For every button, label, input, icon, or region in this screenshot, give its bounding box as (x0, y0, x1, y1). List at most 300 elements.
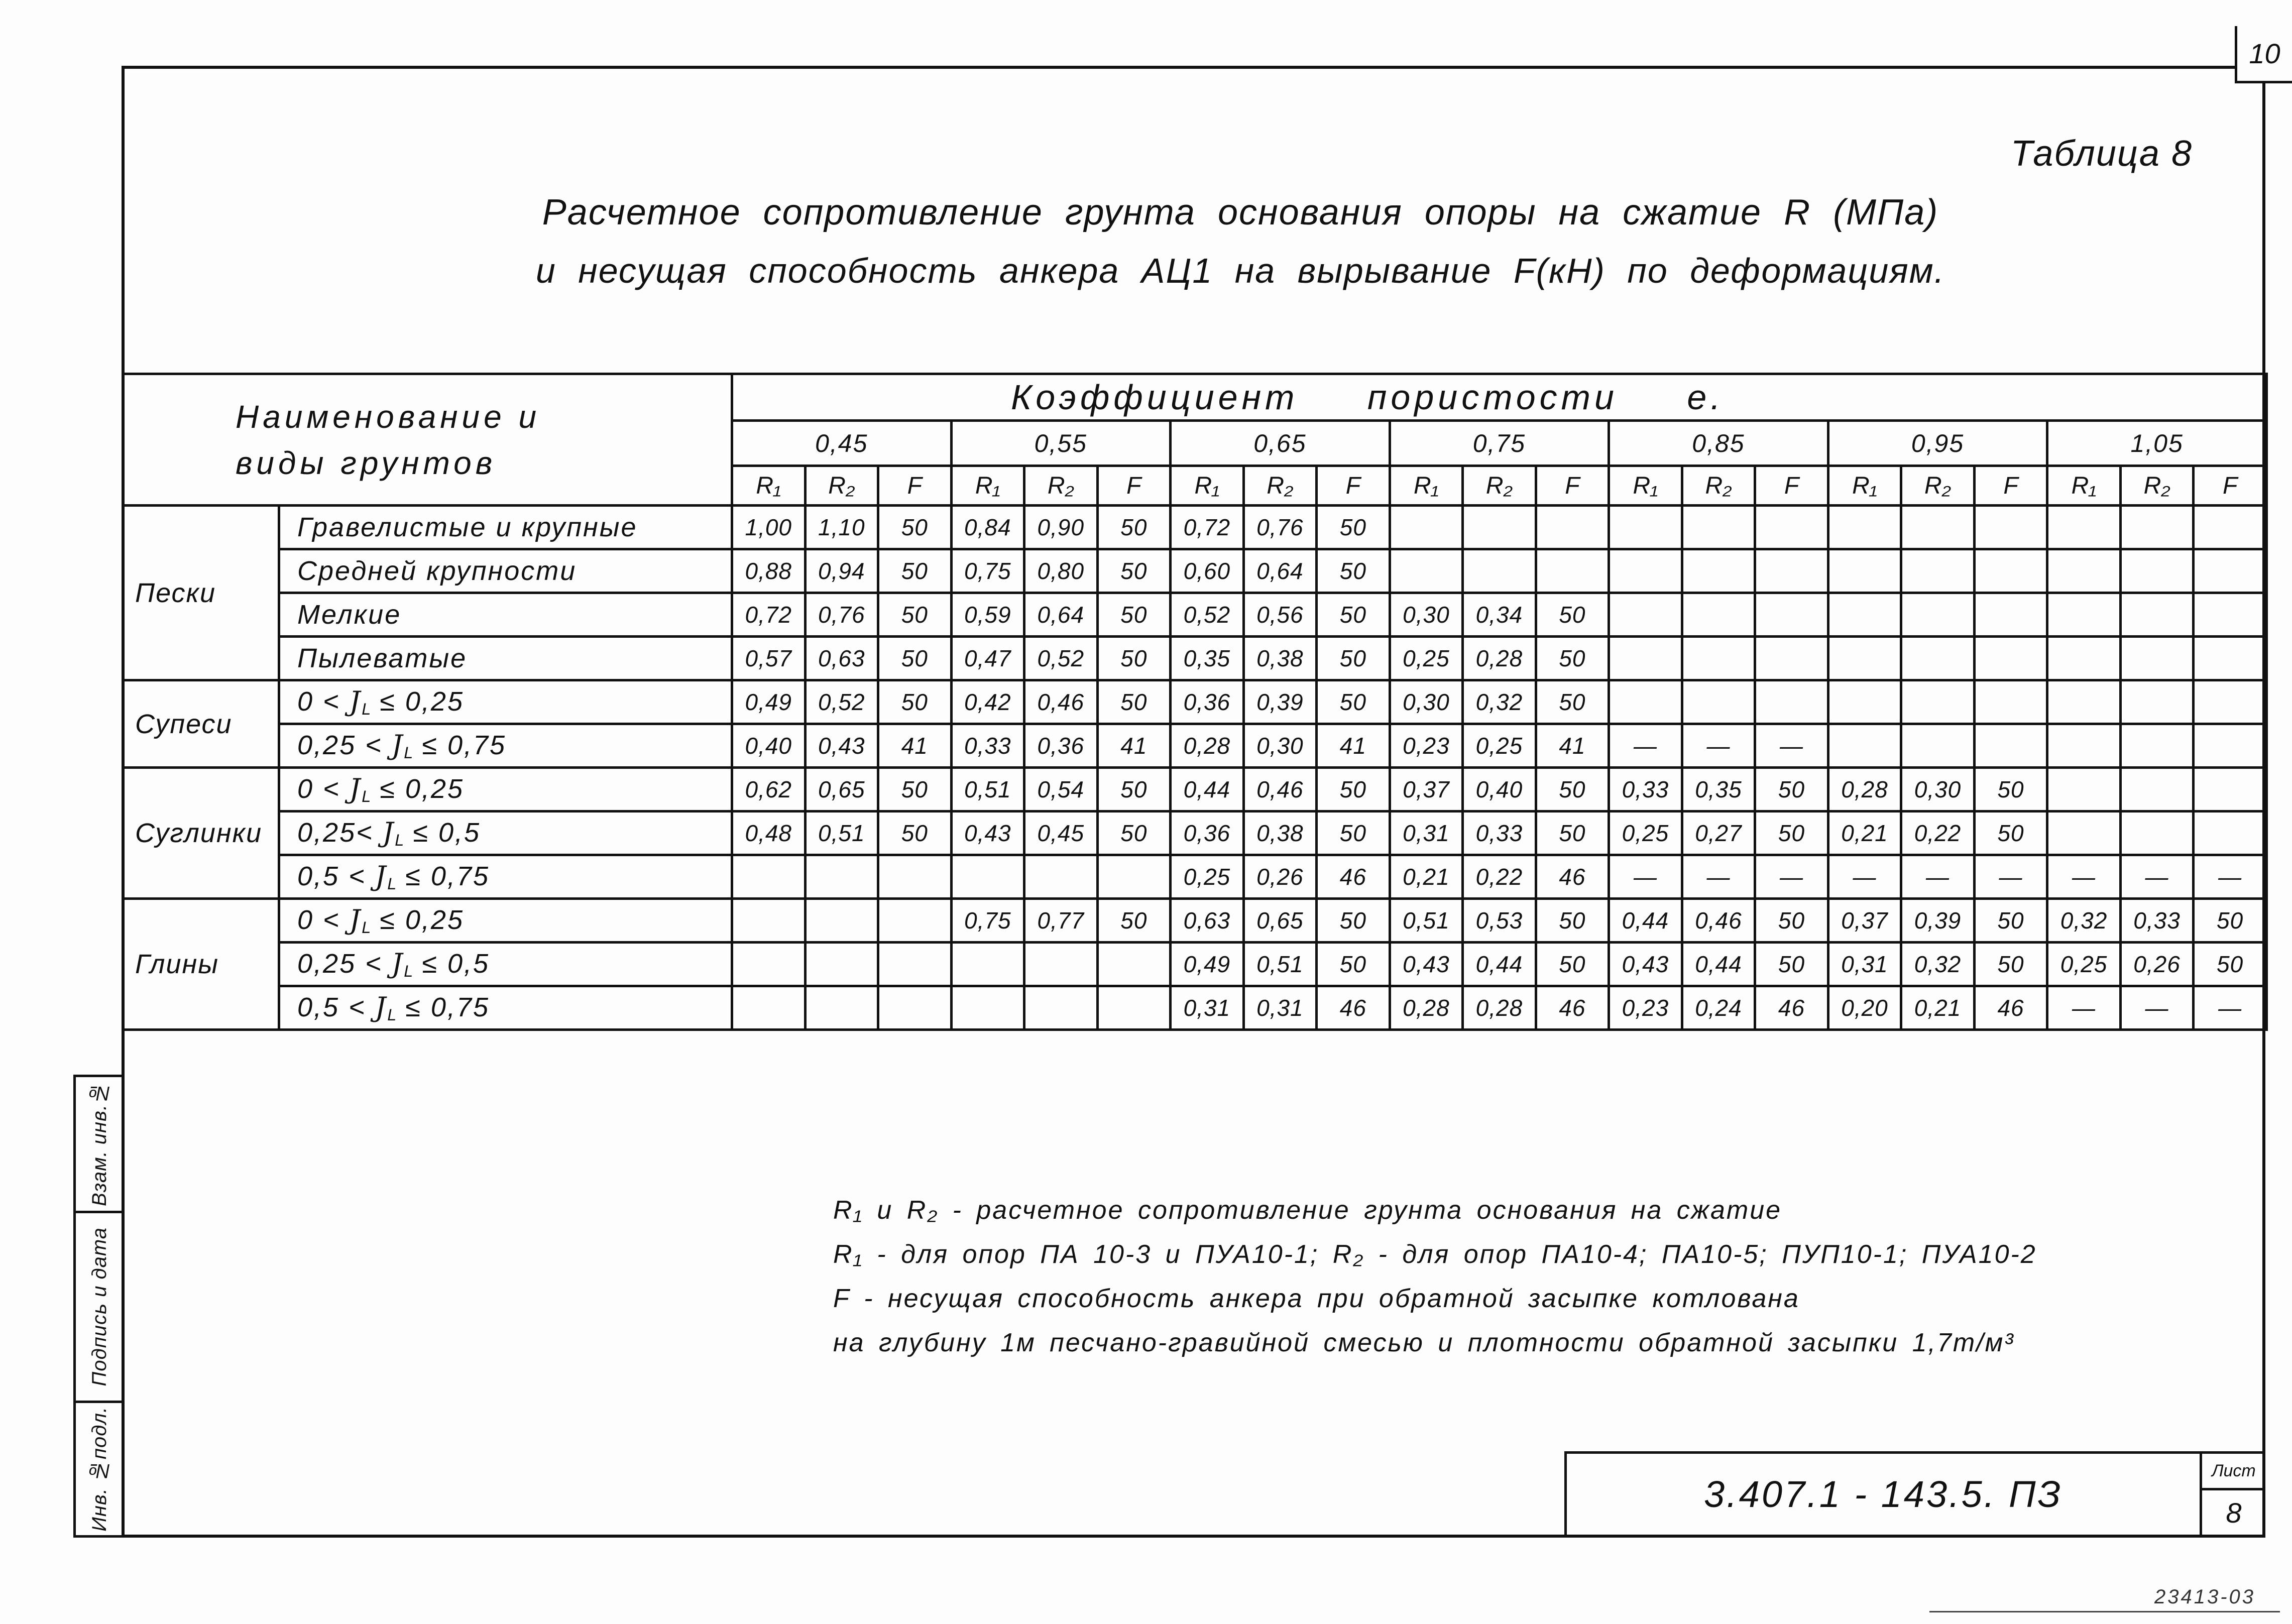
porosity-value-header: 0,75 (1390, 421, 1609, 466)
table-cell: — (1609, 855, 1682, 899)
liquidity-index-symbol: J (382, 816, 395, 848)
table-cell: 50 (1974, 899, 2047, 943)
table-cell: 0,31 (1171, 986, 1244, 1030)
note-line: R₁ и R₂ - расчетное сопротивление грунта основания на сжатие (833, 1196, 1782, 1225)
table-cell: 0,40 (1463, 768, 1536, 811)
table-cell (951, 943, 1024, 986)
f-column-header: F (1974, 466, 2047, 506)
table-row (123, 855, 2267, 899)
table-cell: 0,44 (1682, 943, 1755, 986)
table-cell: 50 (1317, 637, 1390, 680)
table-cell: 50 (1097, 549, 1171, 593)
index-upper-bound: ≤ 0,25 (371, 904, 464, 935)
table-cell (1755, 680, 1828, 724)
table-cell: 50 (1317, 811, 1390, 855)
table-cell (805, 943, 878, 986)
index-lower-bound: 0 < (297, 686, 350, 717)
r2-column-header: R₂ (2120, 466, 2194, 506)
table-cell (878, 943, 952, 986)
table-cell (878, 899, 952, 943)
table-cell: 50 (1536, 811, 1609, 855)
table-cell: 50 (1317, 768, 1390, 811)
table-cell (1828, 637, 1901, 680)
r1-column-header: R₁ (732, 466, 806, 506)
notes (833, 1188, 2037, 1365)
table-cell: 0,52 (1024, 637, 1098, 680)
table-cell: 0,28 (1463, 637, 1536, 680)
table-row (123, 549, 2267, 593)
soil-subtype-label (279, 986, 732, 1030)
r1-column-header: R₁ (1390, 466, 1463, 506)
r2-column-header: R₂ (1463, 466, 1536, 506)
table-cell (1755, 549, 1828, 593)
side-stamp (73, 1075, 123, 1538)
index-upper-bound: ≤ 0,25 (371, 773, 464, 804)
r1-column-header: R₁ (1828, 466, 1901, 506)
table-cell (1390, 549, 1463, 593)
table-row (123, 506, 2267, 549)
signature-date-label: Подпись и дата (88, 1227, 110, 1386)
soil-subtype-label (279, 506, 732, 549)
table-cell: 0,25 (1171, 855, 1244, 899)
subtype-text: Мелкие (297, 600, 402, 630)
table-cell: 0,28 (1828, 768, 1901, 811)
soil-subtype-label (279, 811, 732, 855)
table-cell: 0,46 (1243, 768, 1317, 811)
table-cell: 50 (1317, 943, 1390, 986)
table-cell (732, 986, 806, 1030)
table-cell: 0,36 (1024, 724, 1098, 768)
r2-column-header: R₂ (1243, 466, 1317, 506)
table-cell: 0,26 (2120, 943, 2194, 986)
table-cell: 50 (878, 549, 952, 593)
table-cell (2047, 724, 2121, 768)
table-cell: 41 (1097, 724, 1171, 768)
index-upper-bound: ≤ 0,75 (413, 730, 507, 760)
table-cell: 50 (878, 506, 952, 549)
table-cell (2047, 549, 2121, 593)
f-column-header: F (2194, 466, 2267, 506)
liquidity-index-subscript: L (362, 787, 371, 806)
table-cell: 46 (1536, 855, 1609, 899)
subtype-text: Пылеватые (297, 643, 468, 673)
table-cell: 50 (2194, 899, 2267, 943)
table-cell: 0,45 (1024, 811, 1098, 855)
table-cell: 0,33 (1463, 811, 1536, 855)
table-cell: 0,53 (1463, 899, 1536, 943)
table-cell (1901, 593, 1975, 637)
f-column-header: F (1097, 466, 1171, 506)
r1-column-header: R₁ (951, 466, 1024, 506)
stamp-cell-replacement (76, 1077, 123, 1213)
original-inventory-label: Инв. №подл. (88, 1407, 110, 1532)
table-cell: 0,38 (1243, 637, 1317, 680)
table-cell: 0,25 (1390, 637, 1463, 680)
soil-subtype-label (279, 943, 732, 986)
table-cell (1024, 986, 1098, 1030)
table-cell (2120, 637, 2194, 680)
table-cell (1024, 855, 1098, 899)
table-cell: 0,33 (951, 724, 1024, 768)
table-cell (1682, 506, 1755, 549)
table-cell (1097, 855, 1171, 899)
table-cell (1536, 506, 1609, 549)
table-cell (878, 855, 952, 899)
table-cell: 50 (878, 680, 952, 724)
table-cell (2047, 768, 2121, 811)
index-lower-bound: 0 < (297, 904, 350, 935)
table-cell: 0,30 (1901, 768, 1975, 811)
table-cell: 0,27 (1682, 811, 1755, 855)
index-lower-bound: 0 < (297, 773, 350, 804)
table-cell: 50 (1097, 506, 1171, 549)
porosity-value-header: 1,05 (2047, 421, 2267, 466)
footer-rule (1929, 1611, 2280, 1612)
f-column-header: F (878, 466, 952, 506)
soil-name-header (123, 374, 732, 506)
table-title-line-2: и несущая способность анкера АЦ1 на вырывание F(кН) по деформациям. (535, 251, 1945, 290)
index-lower-bound: 0,25 < (297, 948, 392, 979)
table-cell: 0,94 (805, 549, 878, 593)
index-lower-bound: 0,25 < (297, 730, 392, 760)
table-cell: 50 (1755, 899, 1828, 943)
table-cell: 50 (1536, 768, 1609, 811)
table-cell: — (1755, 724, 1828, 768)
porosity-value-header: 0,95 (1828, 421, 2047, 466)
liquidity-index-subscript: L (404, 744, 413, 762)
table-cell: 0,51 (1390, 899, 1463, 943)
index-lower-bound: 0,25< (297, 817, 383, 848)
table-cell: 0,42 (951, 680, 1024, 724)
liquidity-index-symbol: J (349, 685, 362, 717)
table-cell: 46 (1536, 986, 1609, 1030)
table-cell (1609, 680, 1682, 724)
table-cell (1974, 549, 2047, 593)
table-cell (1974, 593, 2047, 637)
table-cell (1682, 637, 1755, 680)
table-cell: 0,28 (1463, 986, 1536, 1030)
table-cell: 50 (1536, 943, 1609, 986)
table-cell: 0,20 (1828, 986, 1901, 1030)
table-cell: — (2047, 855, 2121, 899)
table-cell: 0,64 (1243, 549, 1317, 593)
table-cell: — (2194, 986, 2267, 1030)
table-cell: 0,49 (732, 680, 806, 724)
r1-column-header: R₁ (1171, 466, 1244, 506)
table-cell (1901, 637, 1975, 680)
liquidity-index-symbol: J (349, 903, 362, 936)
table-cell: 0,30 (1390, 593, 1463, 637)
table-cell (1828, 506, 1901, 549)
table-cell: 0,25 (1609, 811, 1682, 855)
soil-subtype-label (279, 680, 732, 724)
table-cell: 50 (1097, 680, 1171, 724)
liquidity-index-symbol: J (349, 772, 362, 804)
table-cell: 0,21 (1828, 811, 1901, 855)
table-cell: 46 (1317, 855, 1390, 899)
soil-group-label: Супеси (123, 680, 279, 768)
r1-column-header: R₁ (2047, 466, 2121, 506)
table-cell: — (1755, 855, 1828, 899)
table-cell: 41 (1536, 724, 1609, 768)
table-cell: 0,35 (1682, 768, 1755, 811)
table-cell: 0,77 (1024, 899, 1098, 943)
table-cell: 0,44 (1609, 899, 1682, 943)
table-cell: 50 (1536, 637, 1609, 680)
table-cell: 50 (878, 811, 952, 855)
r2-column-header: R₂ (1682, 466, 1755, 506)
table-cell: 0,76 (1243, 506, 1317, 549)
table-cell (1974, 506, 2047, 549)
table-cell: 0,24 (1682, 986, 1755, 1030)
table-cell: 0,32 (1901, 943, 1975, 986)
table-cell (1682, 593, 1755, 637)
table-cell: 41 (1317, 724, 1390, 768)
porosity-value-header: 0,45 (732, 421, 952, 466)
table-cell: — (2047, 986, 2121, 1030)
index-lower-bound: 0,5 < (297, 861, 375, 891)
table-cell: 50 (1974, 768, 2047, 811)
table-cell (2047, 593, 2121, 637)
table-cell: 50 (2194, 943, 2267, 986)
stamp-cell-signature (76, 1213, 123, 1403)
liquidity-index-subscript: L (395, 831, 404, 850)
table-cell (2194, 811, 2267, 855)
table-cell: 0,23 (1390, 724, 1463, 768)
table-cell: 50 (1097, 811, 1171, 855)
table-cell: 0,56 (1243, 593, 1317, 637)
table-cell: 0,36 (1171, 680, 1244, 724)
table-cell: 50 (1755, 811, 1828, 855)
table-cell: 0,75 (951, 549, 1024, 593)
table-cell: 0,48 (732, 811, 806, 855)
table-cell (1024, 943, 1098, 986)
table-cell: — (1828, 855, 1901, 899)
archive-number: 23413-03 (2154, 1586, 2256, 1608)
table-row (123, 943, 2267, 986)
table-cell (732, 855, 806, 899)
table-cell (2047, 637, 2121, 680)
table-cell (1609, 549, 1682, 593)
table-cell: 0,32 (2047, 899, 2121, 943)
table-cell (2120, 506, 2194, 549)
table-cell: 0,51 (1243, 943, 1317, 986)
table-cell: 50 (1536, 680, 1609, 724)
table-cell: — (1682, 855, 1755, 899)
table-cell: 0,52 (1171, 593, 1244, 637)
table-cell: 0,49 (1171, 943, 1244, 986)
liquidity-index-subscript: L (387, 875, 397, 893)
table-cell: 0,37 (1390, 768, 1463, 811)
soil-resistance-table (122, 373, 2268, 1031)
table-cell: 0,80 (1024, 549, 1098, 593)
table-cell (1828, 593, 1901, 637)
table-cell (2194, 680, 2267, 724)
table-cell (1974, 680, 2047, 724)
note-line: R₁ - для опор ПА 10-3 и ПУА10-1; R₂ - для опор ПА10-4; ПА10-5; ПУП10-1; ПУА10-2 (833, 1240, 2037, 1269)
table-cell: 0,36 (1171, 811, 1244, 855)
table-cell: 50 (1536, 899, 1609, 943)
table-cell: 50 (1097, 637, 1171, 680)
table-cell: 46 (1317, 986, 1390, 1030)
table-cell: 50 (1317, 899, 1390, 943)
table-cell: 50 (1317, 549, 1390, 593)
table-cell (1901, 549, 1975, 593)
soil-subtype-label (279, 593, 732, 637)
table-cell: 50 (1097, 899, 1171, 943)
table-cell (1097, 986, 1171, 1030)
table-cell: 0,28 (1390, 986, 1463, 1030)
table-cell: 0,21 (1390, 855, 1463, 899)
table-cell: 0,43 (805, 724, 878, 768)
index-lower-bound: 0,5 < (297, 992, 375, 1022)
table-cell: 0,63 (1171, 899, 1244, 943)
liquidity-index-symbol: J (391, 947, 404, 979)
table-cell: 50 (878, 637, 952, 680)
page-number-box (2235, 26, 2292, 83)
table-cell (2120, 724, 2194, 768)
table-cell (2194, 724, 2267, 768)
table-cell (805, 855, 878, 899)
table-cell (2194, 506, 2267, 549)
table-cell: 50 (1317, 506, 1390, 549)
table-cell (1828, 549, 1901, 593)
table-cell: 50 (1974, 943, 2047, 986)
sheet-label: Лист (2202, 1454, 2265, 1490)
table-cell (1536, 549, 1609, 593)
table-cell (1682, 680, 1755, 724)
stamp-cell-original (76, 1403, 123, 1535)
table-cell (2120, 811, 2194, 855)
table-cell (1974, 637, 2047, 680)
soil-subtype-label (279, 724, 732, 768)
table-cell (2120, 768, 2194, 811)
table-cell: 0,33 (1609, 768, 1682, 811)
table-cell: 41 (878, 724, 952, 768)
table-cell: 50 (1755, 943, 1828, 986)
soil-group-label: Суглинки (123, 768, 279, 899)
liquidity-index-subscript: L (404, 962, 413, 981)
table-cell: 0,43 (1609, 943, 1682, 986)
soil-subtype-label (279, 549, 732, 593)
r2-column-header: R₂ (1901, 466, 1975, 506)
table-cell (805, 986, 878, 1030)
table-cell: — (1974, 855, 2047, 899)
soil-name-header-line-1: Наименование и (236, 398, 541, 435)
liquidity-index-symbol: J (375, 991, 388, 1023)
soil-subtype-label (279, 768, 732, 811)
table-cell: 50 (1097, 593, 1171, 637)
liquidity-index-symbol: J (391, 729, 404, 761)
index-upper-bound: ≤ 0,25 (371, 686, 464, 717)
table-row (123, 768, 2267, 811)
table-cell: 0,60 (1171, 549, 1244, 593)
table-row (123, 680, 2267, 724)
table-cell: 50 (1097, 768, 1171, 811)
table-cell: 46 (1974, 986, 2047, 1030)
table-cell (732, 899, 806, 943)
subtype-text: Средней крупности (297, 556, 577, 586)
soil-group-label: Пески (123, 506, 279, 680)
liquidity-index-subscript: L (362, 918, 371, 937)
table-row (123, 986, 2267, 1030)
table-cell: 0,75 (951, 899, 1024, 943)
table-cell: 1,00 (732, 506, 806, 549)
table-cell: 0,84 (951, 506, 1024, 549)
table-cell: 50 (878, 768, 952, 811)
table-cell (2194, 593, 2267, 637)
table-cell (2120, 680, 2194, 724)
table-cell (805, 899, 878, 943)
table-cell: 0,72 (732, 593, 806, 637)
table-cell: 0,22 (1463, 855, 1536, 899)
table-cell (1755, 593, 1828, 637)
table-cell (2047, 506, 2121, 549)
table-cell (1828, 680, 1901, 724)
table-row (123, 637, 2267, 680)
table-cell (951, 855, 1024, 899)
table-cell: 0,46 (1682, 899, 1755, 943)
sheet-cell (2200, 1454, 2265, 1538)
table-cell: 0,39 (1243, 680, 1317, 724)
table-row (123, 593, 2267, 637)
table-cell: 0,43 (1390, 943, 1463, 986)
table-cell (1755, 637, 1828, 680)
header-row (123, 374, 2267, 421)
table-row (123, 899, 2267, 943)
table-cell: 0,23 (1609, 986, 1682, 1030)
table-cell (1828, 724, 1901, 768)
table-title-line-1: Расчетное сопротивление грунта основания опоры на сжатие R (МПа) (542, 192, 1939, 233)
table-cell: 50 (1536, 593, 1609, 637)
table-cell: 0,46 (1024, 680, 1098, 724)
table-cell (2194, 768, 2267, 811)
table-cell (1682, 549, 1755, 593)
table-cell: 0,33 (2120, 899, 2194, 943)
table-cell: 0,51 (951, 768, 1024, 811)
soil-group-label: Глины (123, 899, 279, 1030)
table-cell: — (1682, 724, 1755, 768)
table-cell: 0,62 (732, 768, 806, 811)
table-cell: 0,88 (732, 549, 806, 593)
table-cell: 0,59 (951, 593, 1024, 637)
table-cell: — (2120, 855, 2194, 899)
table-cell: 0,44 (1171, 768, 1244, 811)
table-cell (1609, 506, 1682, 549)
table-cell (1097, 943, 1171, 986)
index-upper-bound: ≤ 0,75 (396, 992, 490, 1022)
table-cell: 0,31 (1828, 943, 1901, 986)
table-cell (2194, 549, 2267, 593)
r2-column-header: R₂ (1024, 466, 1098, 506)
table-cell: 0,38 (1243, 811, 1317, 855)
table-cell: 0,43 (951, 811, 1024, 855)
document-code: 3.407.1 - 143.5. ПЗ (1704, 1473, 2062, 1515)
soil-subtype-label (279, 855, 732, 899)
table-cell (1463, 506, 1536, 549)
table-cell (878, 986, 952, 1030)
index-upper-bound: ≤ 0,75 (396, 861, 490, 891)
table-cell: 0,76 (805, 593, 878, 637)
table-caption: Таблица 8 (2010, 134, 2193, 174)
table-cell: — (1901, 855, 1975, 899)
table-cell (2120, 549, 2194, 593)
index-upper-bound: ≤ 0,5 (404, 817, 481, 848)
table-cell: 0,31 (1243, 986, 1317, 1030)
table-cell: 1,10 (805, 506, 878, 549)
table-cell: 0,63 (805, 637, 878, 680)
page-number: 10 (2249, 38, 2280, 69)
